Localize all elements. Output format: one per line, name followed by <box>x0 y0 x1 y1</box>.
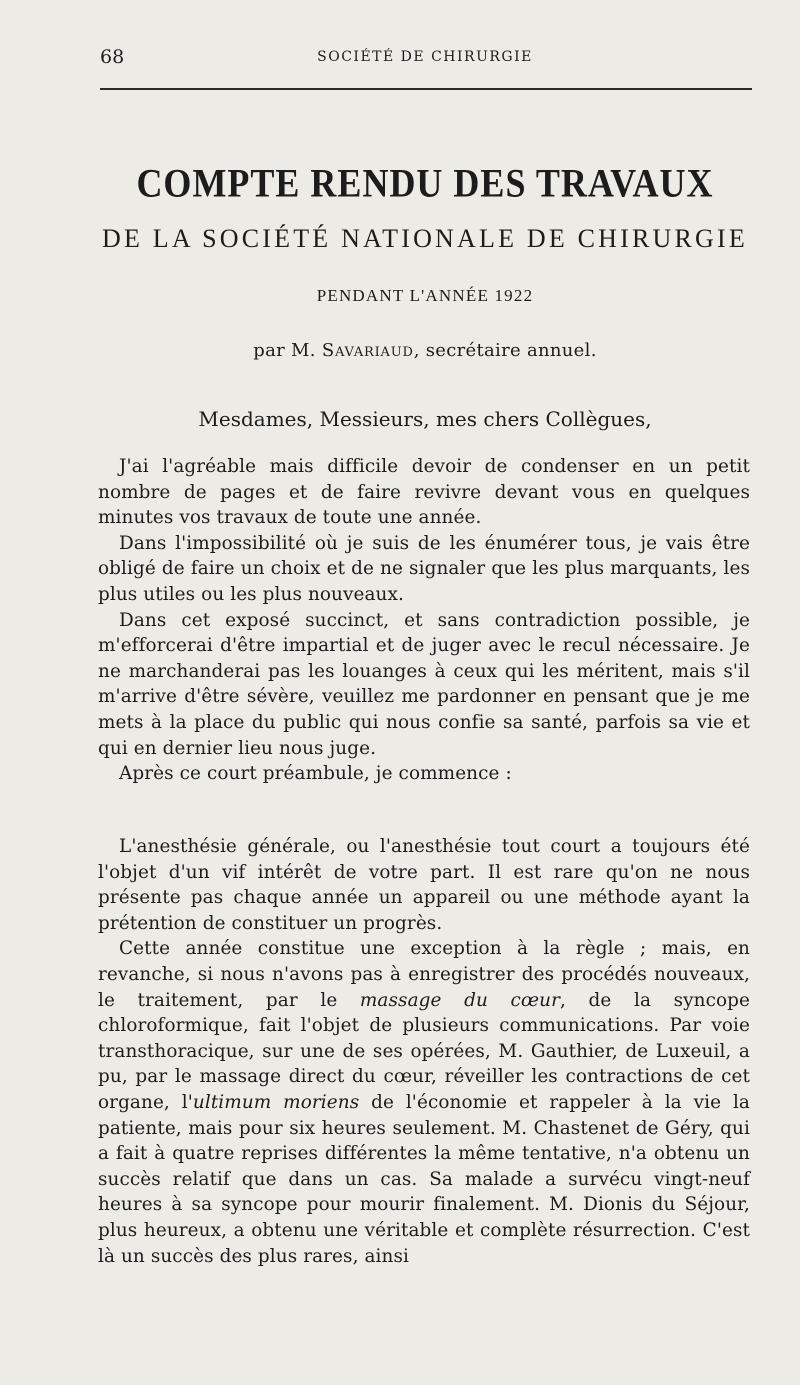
salutation: Mesdames, Messieurs, mes chers Collègues, <box>198 407 652 431</box>
article-title: COMPTE RENDU DES TRAVAUX <box>136 160 714 206</box>
text-run: , de la syncope chloroformique, fait l'objet de plusieurs communications. Par voie transthoracique, sur une de ses opérées, M. Gauthier, de Luxeuil, a pu, par le massage direct du cœur, réveiller les contractions de cet organe, l' <box>98 989 750 1113</box>
paragraph: Dans cet exposé succinct, et sans contradiction possible, je m'efforcerai d'être impartial et de juger avec le recul nécessaire. Je ne marchanderai pas les louanges à ceux qui les méritent, mais s'il m'arrive d'être sévère, veuillez me pardonner en pensant que je me mets à la place du public qui nous confie sa santé, parfois sa vie et qui en dernier lieu nous juge. <box>98 609 750 759</box>
byline-suffix: , secrétaire annuel. <box>413 340 597 361</box>
byline-prefix: par M. <box>253 340 322 361</box>
byline-author: Savariaud <box>321 340 414 361</box>
paragraph: L'anesthésie générale, ou l'anesthésie tout court a toujours été l'objet d'un vif intérêt de votre part. Il est rare qu'on ne nous présente pas chaque année un appareil ou une méthode ayant la prétention de constituer un progrès. <box>98 836 750 934</box>
byline <box>100 340 750 361</box>
paragraph: J'ai l'agréable mais difficile devoir de condenser en un petit nombre de pages et de faire revivre devant vous en quelques minutes vos travaux de toute une année. <box>98 456 750 529</box>
article-subtitle: DE LA SOCIÉTÉ NATIONALE DE CHIRURGIE <box>102 224 748 253</box>
running-title: SOCIÉTÉ DE CHIRURGIE <box>317 49 533 65</box>
paragraph <box>98 936 750 1269</box>
italic-term: ultimum moriens <box>192 1091 360 1113</box>
page-number: 68 <box>100 46 125 68</box>
text-run: Cette année constitue une exception à la règle ; mais, en revanche, si nous n'avons pas à enregistrer des procédés nouveaux, le traitement, par le <box>98 938 750 1011</box>
article-period: PENDANT L'ANNÉE 1922 <box>316 286 534 305</box>
header-rule <box>100 88 752 90</box>
body-text-anesthesia <box>98 834 750 1269</box>
paragraph: Après ce court préambule, je commence : <box>119 763 512 785</box>
body-text-intro <box>98 454 750 787</box>
italic-term: massage du cœur <box>359 989 560 1011</box>
running-head <box>100 46 750 70</box>
text-run: de l'économie et rappeler à la vie la patiente, mais pour six heures seulement. M. Chastenet de Géry, qui a fait à quatre reprises différentes la même tentative, n'a obtenu un succès relatif que dans un cas. Sa malade a survécu vingt-neuf heures à sa syncope pour mourir finalement. M. Dionis du Séjour, plus heureux, a obtenu une véritable et complète résurrection. C'est là un succès des plus rares, ainsi <box>98 1091 750 1267</box>
paragraph: Dans l'impossibilité où je suis de les énumérer tous, je vais être obligé de faire un choix et de ne signaler que les plus marquants, les plus utiles ou les plus nouveaux. <box>98 532 750 605</box>
